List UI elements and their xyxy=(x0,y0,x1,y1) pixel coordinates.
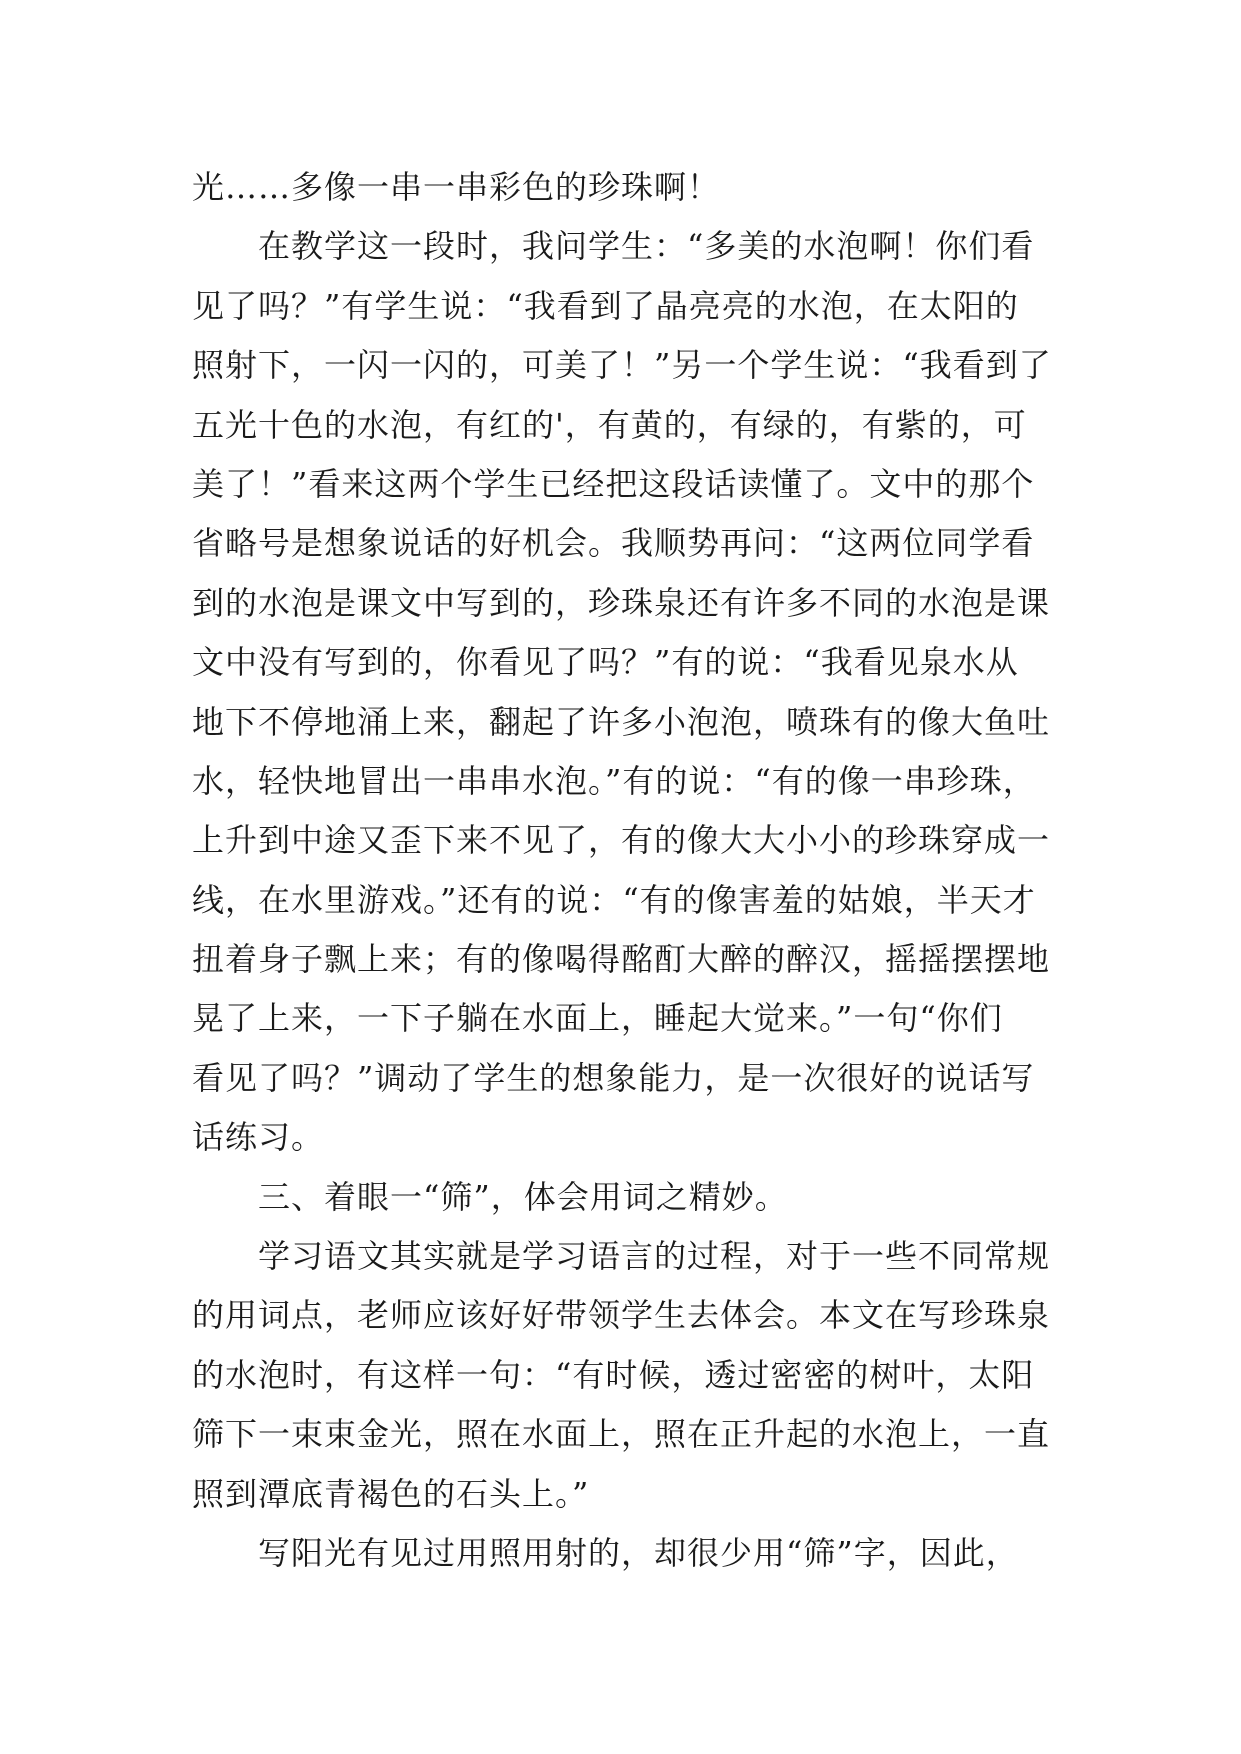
section-heading: 三、着眼一“筛”，体会用词之精妙。 xyxy=(258,1177,788,1216)
text-line: 省略号是想象说话的好机会。我顺势再问：“这两位同学看 xyxy=(192,524,1035,563)
text-line: 写阳光有见过用照用射的，却很少用“筛”字，因此， xyxy=(258,1533,1019,1572)
text-line: 线，在水里游戏。”还有的说：“有的像害羞的姑娘，半天才 xyxy=(192,880,1036,919)
text-line: 地下不停地涌上来，翻起了许多小泡泡，喷珠有的像大鱼吐 xyxy=(192,702,1051,741)
text-line: 在教学这一段时，我问学生：“多美的水泡啊！你们看 xyxy=(258,227,1035,266)
text-line: 水，轻快地冒出一串串水泡。”有的说：“有的像一串珍珠， xyxy=(192,761,1036,800)
text-line: 的用词点，老师应该好好带领学生去体会。本文在写珍珠泉 xyxy=(192,1296,1051,1335)
text-line: 扭着身子飘上来；有的像喝得酩酊大醉的醉汉，摇摇摆摆地 xyxy=(192,940,1051,979)
text-line: 看见了吗？”调动了学生的想象能力，是一次很好的说话写 xyxy=(192,1058,1035,1097)
body-text xyxy=(192,158,1072,1583)
text-line: 五光十色的水泡，有红的'，有黄的，有绿的，有紫的，可 xyxy=(192,405,1027,444)
text-line: 照到潭底青褐色的石头上。” xyxy=(192,1474,590,1513)
text-line: 学习语文其实就是学习语言的过程，对于一些不同常规 xyxy=(258,1237,1051,1276)
text-line: 话练习。 xyxy=(192,1118,325,1157)
text-line: 上升到中途又歪下来不见了，有的像大大小小的珍珠穿成一 xyxy=(192,821,1051,860)
text-line: 光……多像一串一串彩色的珍珠啊！ xyxy=(192,168,721,206)
text-line: 到的水泡是课文中写到的，珍珠泉还有许多不同的水泡是课 xyxy=(192,583,1051,622)
text-line: 的水泡时，有这样一句：“有时候，透过密密的树叶，太阳 xyxy=(192,1355,1035,1394)
text-line: 文中没有写到的，你看见了吗？”有的说：“我看见泉水从 xyxy=(192,643,1019,682)
text-line: 见了吗？”有学生说：“我看到了晶亮亮的水泡，在太阳的 xyxy=(192,286,1019,325)
text-line: 美了！”看来这两个学生已经把这段话读懂了。文中的那个 xyxy=(192,464,1035,503)
text-line: 照射下，一闪一闪的，可美了！”另一个学生说：“我看到了 xyxy=(192,346,1052,385)
text-line: 晃了上来，一下子躺在水面上，睡起大觉来。”一句“你们 xyxy=(192,999,1003,1038)
text-line: 筛下一束束金光，照在水面上，照在正升起的水泡上，一直 xyxy=(192,1415,1051,1454)
